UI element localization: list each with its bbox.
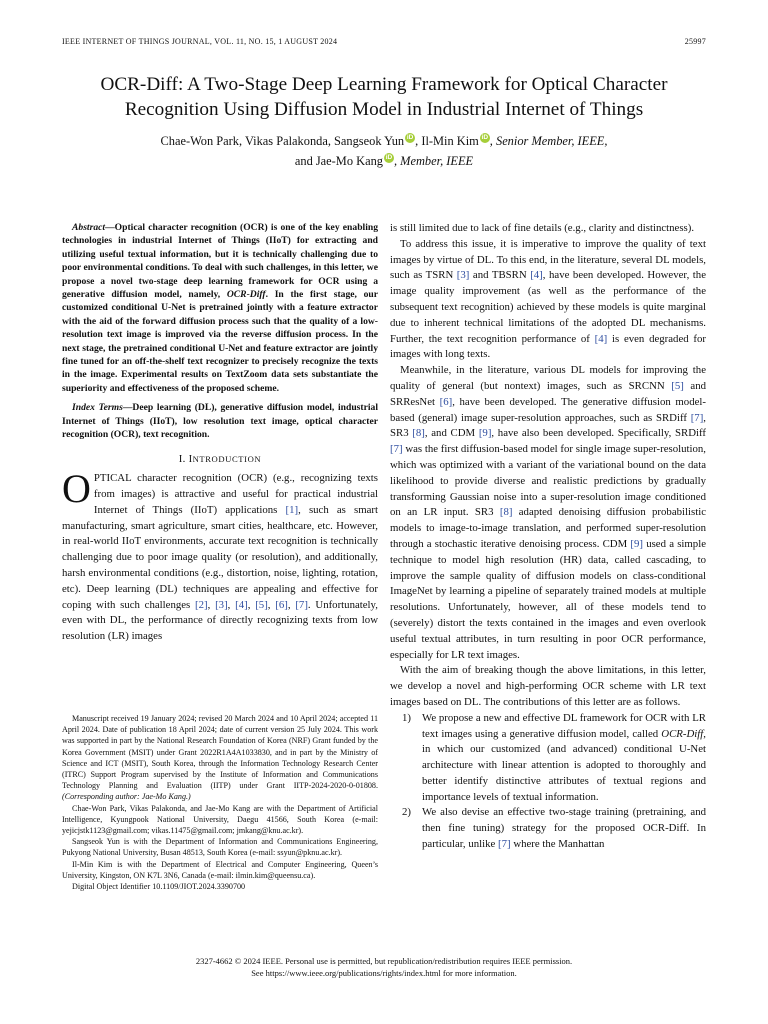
body-text: used a simple technique to model high resolution (HR) data, called cascading, to improve the sample quality of diffusion models on class-conditional ImageNet by learning a pipeline of separately trained models at multiple resolutions. Unfortunately, however, all of these models tend to (severely) distort the texts contained in the images and even overlook useful textual attributes, in turn resulting in poor OCR performance, especially for LR text images. bbox=[390, 537, 706, 661]
body-paragraph bbox=[390, 237, 706, 363]
copyright-line: 2327-4662 © 2024 IEEE. Personal use is permitted, but republication/redistribution requires IEEE permission. bbox=[195, 956, 573, 966]
body-paragraph: With the aim of breaking though the above limitations, in this letter, we develop a novel and high-performing OCR scheme with LR text images based on DL. The contributions of this letter are as follows. bbox=[390, 664, 706, 708]
list-text: , in which our customized (and advanced) conditional U-Net architecture with linear attention is adopted to thoroughly and better identify distinctive attributes of textual regions and importance levels of textual information. bbox=[422, 727, 706, 803]
paper-title bbox=[40, 72, 728, 122]
corresponding-author: (Corresponding author: Jae-Mo Kang.) bbox=[62, 792, 191, 802]
footnotes bbox=[62, 713, 378, 892]
list-text: where the Manhattan bbox=[510, 838, 605, 851]
section-heading bbox=[62, 452, 378, 468]
body-text: , have been developed. However, the image quality improvement (as well as the performance of the subsequent text recognition) achieved by these models is quite marginal due to inherent technical limitations of the adopted DL mechanisms. Further, the text recognition performance of bbox=[390, 269, 706, 345]
citation-link[interactable]: [4] bbox=[594, 332, 608, 345]
citation-link[interactable]: [6] bbox=[275, 598, 288, 611]
citation-link[interactable]: [7] bbox=[390, 443, 403, 456]
body-text: , and CDM bbox=[424, 427, 479, 440]
author-list bbox=[40, 131, 728, 171]
footnote-text: Manuscript received 19 January 2024; revised 20 March 2024 and 10 April 2024; accepted 11 April 2024. Date of publication 18 April 2024; date of current version 25 July 2024. This work was supported in part by the National Research Foundation of Korea (NRF) Grant funded by the Korea Government (MSIT) under Grant 2022R1A4A1033830, and in part by the Ministry of Science and ICT (MSIT), South Korea, through the Information Technology Research Center (ITRC) Support Program supervised by the Institute of Information and Communications Technology Planning and Evaluation (IITP) under Grant IITP-2024-2020-0-01808. bbox=[62, 714, 378, 791]
section-title-rest: NTRODUCTION bbox=[192, 453, 262, 464]
footnote-affiliation: Chae-Won Park, Vikas Palakonda, and Jae-Mo Kang are with the Department of Artificial Intelligence, Kyungpook National University, Daegu 41566, South Korea (e-mail: yejicjstk1123@gmail.com; vikas.11475@gmail.com; jmkang@knu.ac.kr). bbox=[62, 803, 378, 836]
author-role: , Senior Member, IEEE, bbox=[489, 134, 608, 148]
list-number: 2) bbox=[402, 806, 411, 819]
abstract-method-name: OCR-Diff bbox=[226, 289, 266, 301]
abstract bbox=[62, 221, 378, 395]
intro-text: PTICAL character recognition (OCR) (e.g., recognizing texts from images) is attractive and useful for practical industrial Internet of Things (IIoT) applications bbox=[93, 472, 378, 516]
citation-link[interactable]: [3] bbox=[215, 598, 228, 611]
citation-link[interactable]: [4] bbox=[235, 598, 248, 611]
body-text: adapted denoising diffusion probabilistic models to image-to-image translation, and performed super-resolution through a stochastic iterative denoising process. CDM bbox=[390, 506, 707, 550]
method-name: OCR-Diff bbox=[661, 727, 704, 740]
list-text: We also devise an effective two-stage training (pretraining, and then fine tuning) strategy for the proposed OCR-Diff. In particular, unlike bbox=[422, 806, 706, 851]
section-title-initial: I bbox=[188, 452, 193, 465]
body-paragraph bbox=[390, 363, 706, 663]
section-numeral: I. bbox=[178, 452, 186, 465]
abstract-text: —Optical character recognition (OCR) is one of the key enabling technologies in industrial Internet of Things (IIoT) for extracting and utilizing useful textual information, but it is technically challenging due to poor environmental conditions. To deal with such challenges, in this letter, we propose a novel two-stage deep learning framework for OCR using a generative diffusion model, namely, bbox=[62, 222, 378, 301]
index-terms bbox=[62, 401, 378, 441]
abstract-lead: Abstract bbox=[72, 222, 106, 233]
body-paragraph: is still limited due to lack of fine details (e.g., clarity and distinctness). bbox=[390, 222, 695, 234]
orcid-icon[interactable]: iD bbox=[385, 154, 393, 161]
authors-line-2 bbox=[40, 151, 728, 171]
citation-link[interactable]: [6] bbox=[439, 395, 453, 408]
list-text: We propose a new and effective DL framework for OCR with LR text images using a generative diffusion model, called bbox=[422, 711, 706, 740]
list-number: 1) bbox=[402, 711, 411, 724]
citation-link[interactable]: [7] bbox=[690, 411, 704, 424]
body-text: and TBSRN bbox=[469, 269, 531, 282]
running-header-journal: IEEE INTERNET OF THINGS JOURNAL, VOL. 11, NO. 15, 1 AUGUST 2024 bbox=[62, 37, 338, 46]
index-terms-lead: Index Terms bbox=[72, 402, 123, 414]
title-line-1: OCR-Diff: A Two-Stage Deep Learning Framework for Optical Character bbox=[100, 74, 668, 95]
footnote-manuscript bbox=[62, 713, 378, 803]
citation-link[interactable]: [3] bbox=[456, 269, 470, 282]
author-name-kim: , Il-Min Kim bbox=[415, 134, 479, 148]
body-text: To address this issue, it is imperative to improve the quality of text images by virtue of DL. To this end, in the literature, several DL models, such as TSRN bbox=[390, 237, 706, 282]
footnote-affiliation: Sangseok Yun is with the Department of Information and Communications Engineering, Pukyong National University, Busan 48513, South Korea (e-mail: ssyun@pknu.ac.kr). bbox=[62, 837, 378, 858]
body-text: was the first diffusion-based model for single image super-resolution, which was optimized with a variant of the variational bound on the data likelihood to provide diverse and realistic predictions by gradually transforming Gaussian noise into a super-resolution image conditioned on an LR input. SR3 bbox=[390, 443, 706, 519]
citation-link[interactable]: [9] bbox=[630, 537, 643, 550]
orcid-icon[interactable]: iD bbox=[481, 134, 489, 141]
right-column bbox=[390, 221, 706, 853]
list-item bbox=[390, 711, 706, 806]
citation-link[interactable]: [4] bbox=[530, 269, 543, 282]
index-terms-text: —Deep learning (DL), generative diffusion model, industrial Internet of Things (IIoT), low resolution text image, optical character recognition (OCR), text recognition. bbox=[62, 402, 378, 441]
drop-cap: O bbox=[62, 466, 91, 512]
copyright-footer bbox=[40, 955, 728, 979]
body-text: is even degraded for images with long texts. bbox=[390, 332, 706, 361]
citation-link[interactable]: [5] bbox=[255, 598, 268, 611]
left-column bbox=[62, 221, 378, 645]
citation-link[interactable]: [2] bbox=[195, 598, 208, 611]
footnote-doi: Digital Object Identifier 10.1109/JIOT.2024.3390700 bbox=[72, 882, 246, 892]
citation-link[interactable]: [1] bbox=[285, 503, 299, 516]
rights-link-line: See https://www.ieee.org/publications/rights/index.html for more information. bbox=[251, 968, 517, 978]
intro-text: . Unfortunately, even with DL, the performance of directly recognizing texts from low resolution (LR) images bbox=[62, 598, 378, 643]
body-text: Meanwhile, in the literature, various DL models for improving the quality of general (but nontext) images, such as SRCNN bbox=[390, 364, 706, 392]
abstract-text-cont: . In the first stage, our customized conditional U-Net is pretrained jointly with a feature extractor with the aid of the forward diffusion process such that the quality of a low-resolution text image is improved via the reverse diffusion process. In the next stage, the pretrained conditional U-Net and feature extractor are jointly fine tuned for an off-the-shelf text recognizer to precisely recognize the texts in the image. Experimental results on TextZoom data sets substantiate the superiority and effectiveness of the proposed scheme. bbox=[62, 289, 378, 394]
citation-link[interactable]: [7] bbox=[498, 838, 511, 851]
body-text: , SR3 bbox=[390, 411, 706, 440]
authors-line-1 bbox=[40, 131, 728, 151]
author-role: , Member, IEEE bbox=[393, 154, 474, 168]
citation-link[interactable]: [9] bbox=[478, 427, 492, 440]
citation-link[interactable]: [8] bbox=[412, 427, 425, 440]
orcid-icon[interactable]: iD bbox=[406, 134, 414, 141]
intro-paragraph: OPTICAL character recognition (OCR) (e.g., recognizing texts from images) is attractive and useful for practical industrial Internet of Things (IIoT) applications [1], such as smart manufacturing, smart agriculture, smart cities, healthcare, etc. However, in real-world IIoT environments, accurate text recognition is technically challenging due to poor image quality (or resolution), and additionally, harsh environmental conditions (e.g., distortion, noise, lighting, rotation, etc). Deep learning (DL) techniques are appealing and effective for coping with such challenges [2], [3], [4], [5], [6], [7]. Unfortunately, even with DL, the performance of directly recognizing texts from low resolution (LR) images bbox=[62, 466, 379, 643]
author-names: Chae-Won Park, Vikas Palakonda, Sangseok Yun bbox=[160, 134, 405, 148]
page-number: 25997 bbox=[684, 37, 706, 46]
citation-link[interactable]: [8] bbox=[499, 506, 513, 519]
body-text: , have also been developed. Specifically, SRDiff bbox=[491, 427, 706, 440]
body-text: and SRResNet bbox=[390, 379, 706, 408]
citation-link[interactable]: [5] bbox=[671, 379, 684, 392]
title-line-2: Recognition Using Diffusion Model in Industrial Internet of Things bbox=[124, 99, 644, 120]
list-item bbox=[390, 805, 706, 852]
author-name-kang: and Jae-Mo Kang bbox=[294, 154, 383, 168]
intro-text: , such as smart manufacturing, smart agriculture, smart cities, healthcare, etc. However, in real-world IIoT environments, accurate text recognition is technically challenging due to poor image quality (or resolution), and additionally, harsh environmental conditions (e.g., distortion, noise, lighting, rotation, etc). Deep learning (DL) techniques are appealing and effective for coping with such challenges bbox=[62, 503, 379, 611]
body-text: , have been developed. The generative diffusion model-based (general) image super-resolution approaches, such as SRDiff bbox=[390, 395, 706, 424]
contribution-list bbox=[390, 711, 706, 853]
citation-link[interactable]: [7] bbox=[295, 598, 308, 611]
footnote-affiliation: Il-Min Kim is with the Department of Electrical and Computer Engineering, Queen’s University, Kingston, ON K7L 3N6, Canada (e-mail: ilmin.kim@queensu.ca). bbox=[62, 859, 378, 880]
